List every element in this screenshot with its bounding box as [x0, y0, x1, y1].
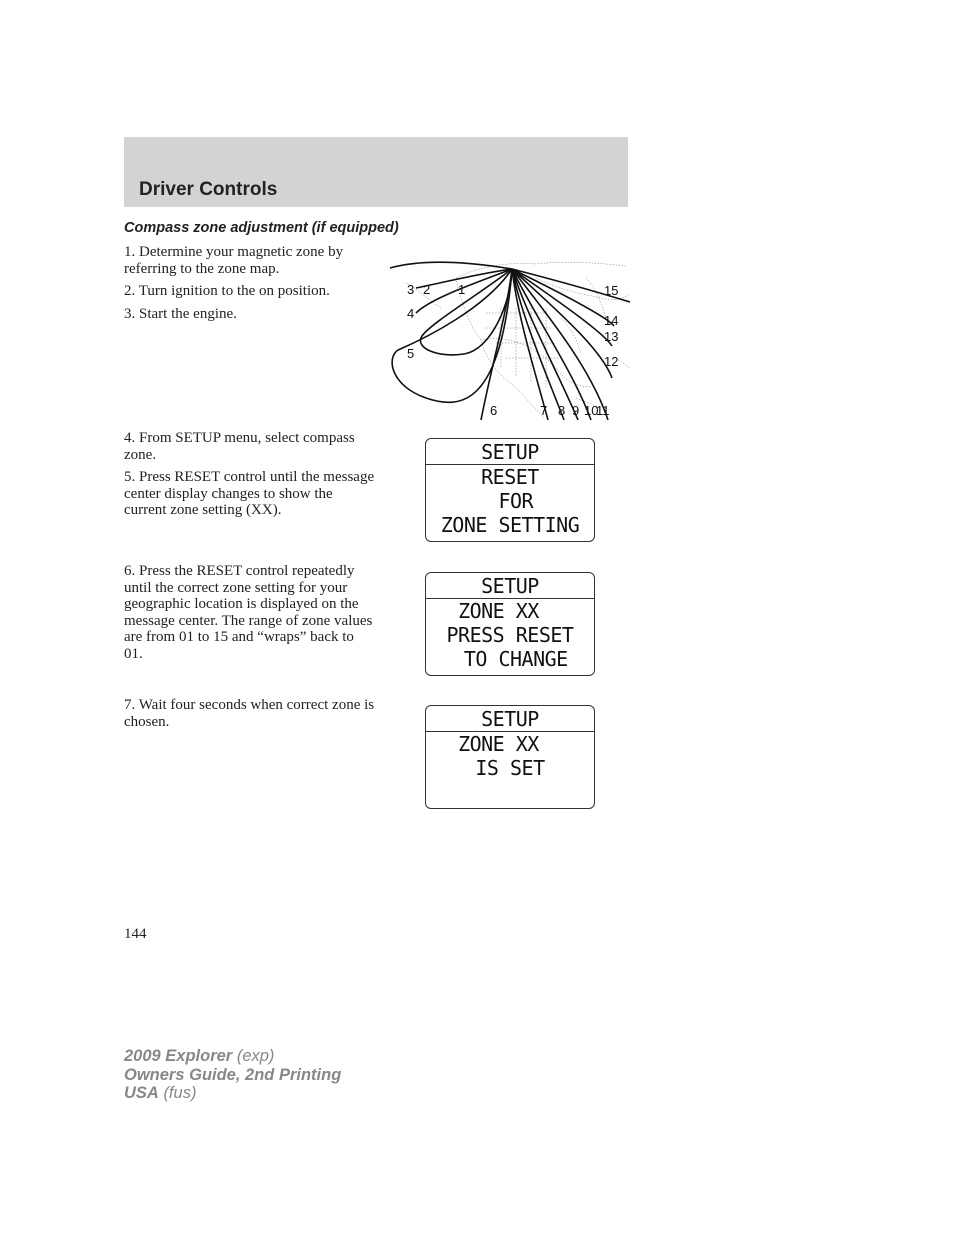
- section-title: Driver Controls: [139, 179, 278, 200]
- display-title: SETUP: [426, 706, 594, 732]
- zone-label-3: 3: [407, 282, 415, 297]
- magnetic-zone-map: [386, 258, 630, 420]
- zone-label-5: 5: [407, 346, 415, 361]
- page-number: 144: [124, 926, 147, 942]
- display-title: SETUP: [426, 573, 594, 599]
- footer-guide: Owners Guide, 2nd Printing: [124, 1065, 342, 1084]
- section-header-bar: [124, 137, 628, 207]
- zone-label-7: 7: [540, 403, 548, 418]
- display-line: ZONE SETTING: [440, 513, 580, 537]
- subsection-heading: Compass zone adjustment (if equipped): [124, 220, 399, 236]
- step-5: 5. Press RESET control until the message center display changes to show the current zone setting (XX).: [124, 469, 375, 518]
- display-line: PRESS RESET: [446, 623, 574, 647]
- zone-label-9: 9: [572, 403, 580, 418]
- display-line: RESET: [481, 465, 539, 489]
- footer-line-market: [124, 1084, 341, 1103]
- step-1: 1. Determine your magnetic zone by referring to the zone map.: [124, 244, 344, 277]
- step-7: 7. Wait four seconds when correct zone is chosen.: [124, 697, 375, 730]
- steps-group-1: [124, 244, 376, 328]
- footer-model-code: (exp): [236, 1047, 275, 1065]
- step-4: 4. From SETUP menu, select compass zone.: [124, 430, 355, 463]
- zone-label-4: 4: [407, 306, 415, 321]
- zone-label-2: 2: [423, 282, 431, 297]
- zone-label-1: 1: [458, 282, 466, 297]
- display-line: IS SET: [475, 756, 545, 780]
- document-footer: [124, 1047, 341, 1103]
- zone-label-14: 14: [604, 313, 619, 328]
- display-line: ZONE XX: [458, 599, 562, 623]
- message-center-display-reset: [425, 438, 595, 542]
- zone-label-8: 8: [558, 403, 566, 418]
- display-line: ZONE XX: [458, 732, 562, 756]
- step-2: 2. Turn ignition to the on position.: [124, 283, 330, 299]
- zone-labels: [407, 282, 618, 418]
- steps-group-3: [124, 563, 376, 668]
- display-line: TO CHANGE: [452, 647, 568, 671]
- steps-group-4: [124, 697, 376, 736]
- zone-label-12: 12: [604, 354, 619, 369]
- step-3: 3. Start the engine.: [124, 305, 237, 322]
- footer-market: USA: [124, 1084, 159, 1102]
- zone-label-15: 15: [604, 283, 619, 298]
- zone-label-6: 6: [490, 403, 498, 418]
- step-6: 6. Press the RESET control repeatedly until the correct zone setting for your geographic location is displayed on the message center. The range of zone values are from 01 to 15 and “wraps” back to 01.: [124, 563, 373, 662]
- footer-model: 2009 Explorer: [124, 1047, 233, 1065]
- display-line: FOR: [486, 489, 534, 513]
- message-center-display-set: [425, 705, 595, 809]
- footer-market-code: (fus): [163, 1084, 197, 1102]
- message-center-display-change: [425, 572, 595, 676]
- display-title: SETUP: [426, 439, 594, 465]
- zone-label-11: 11: [596, 403, 610, 418]
- steps-group-2: [124, 430, 376, 525]
- zone-label-13: 13: [604, 329, 619, 344]
- footer-line-model: [124, 1047, 341, 1066]
- zone-label-10: 10: [584, 403, 599, 418]
- footer-line-guide: [124, 1066, 341, 1085]
